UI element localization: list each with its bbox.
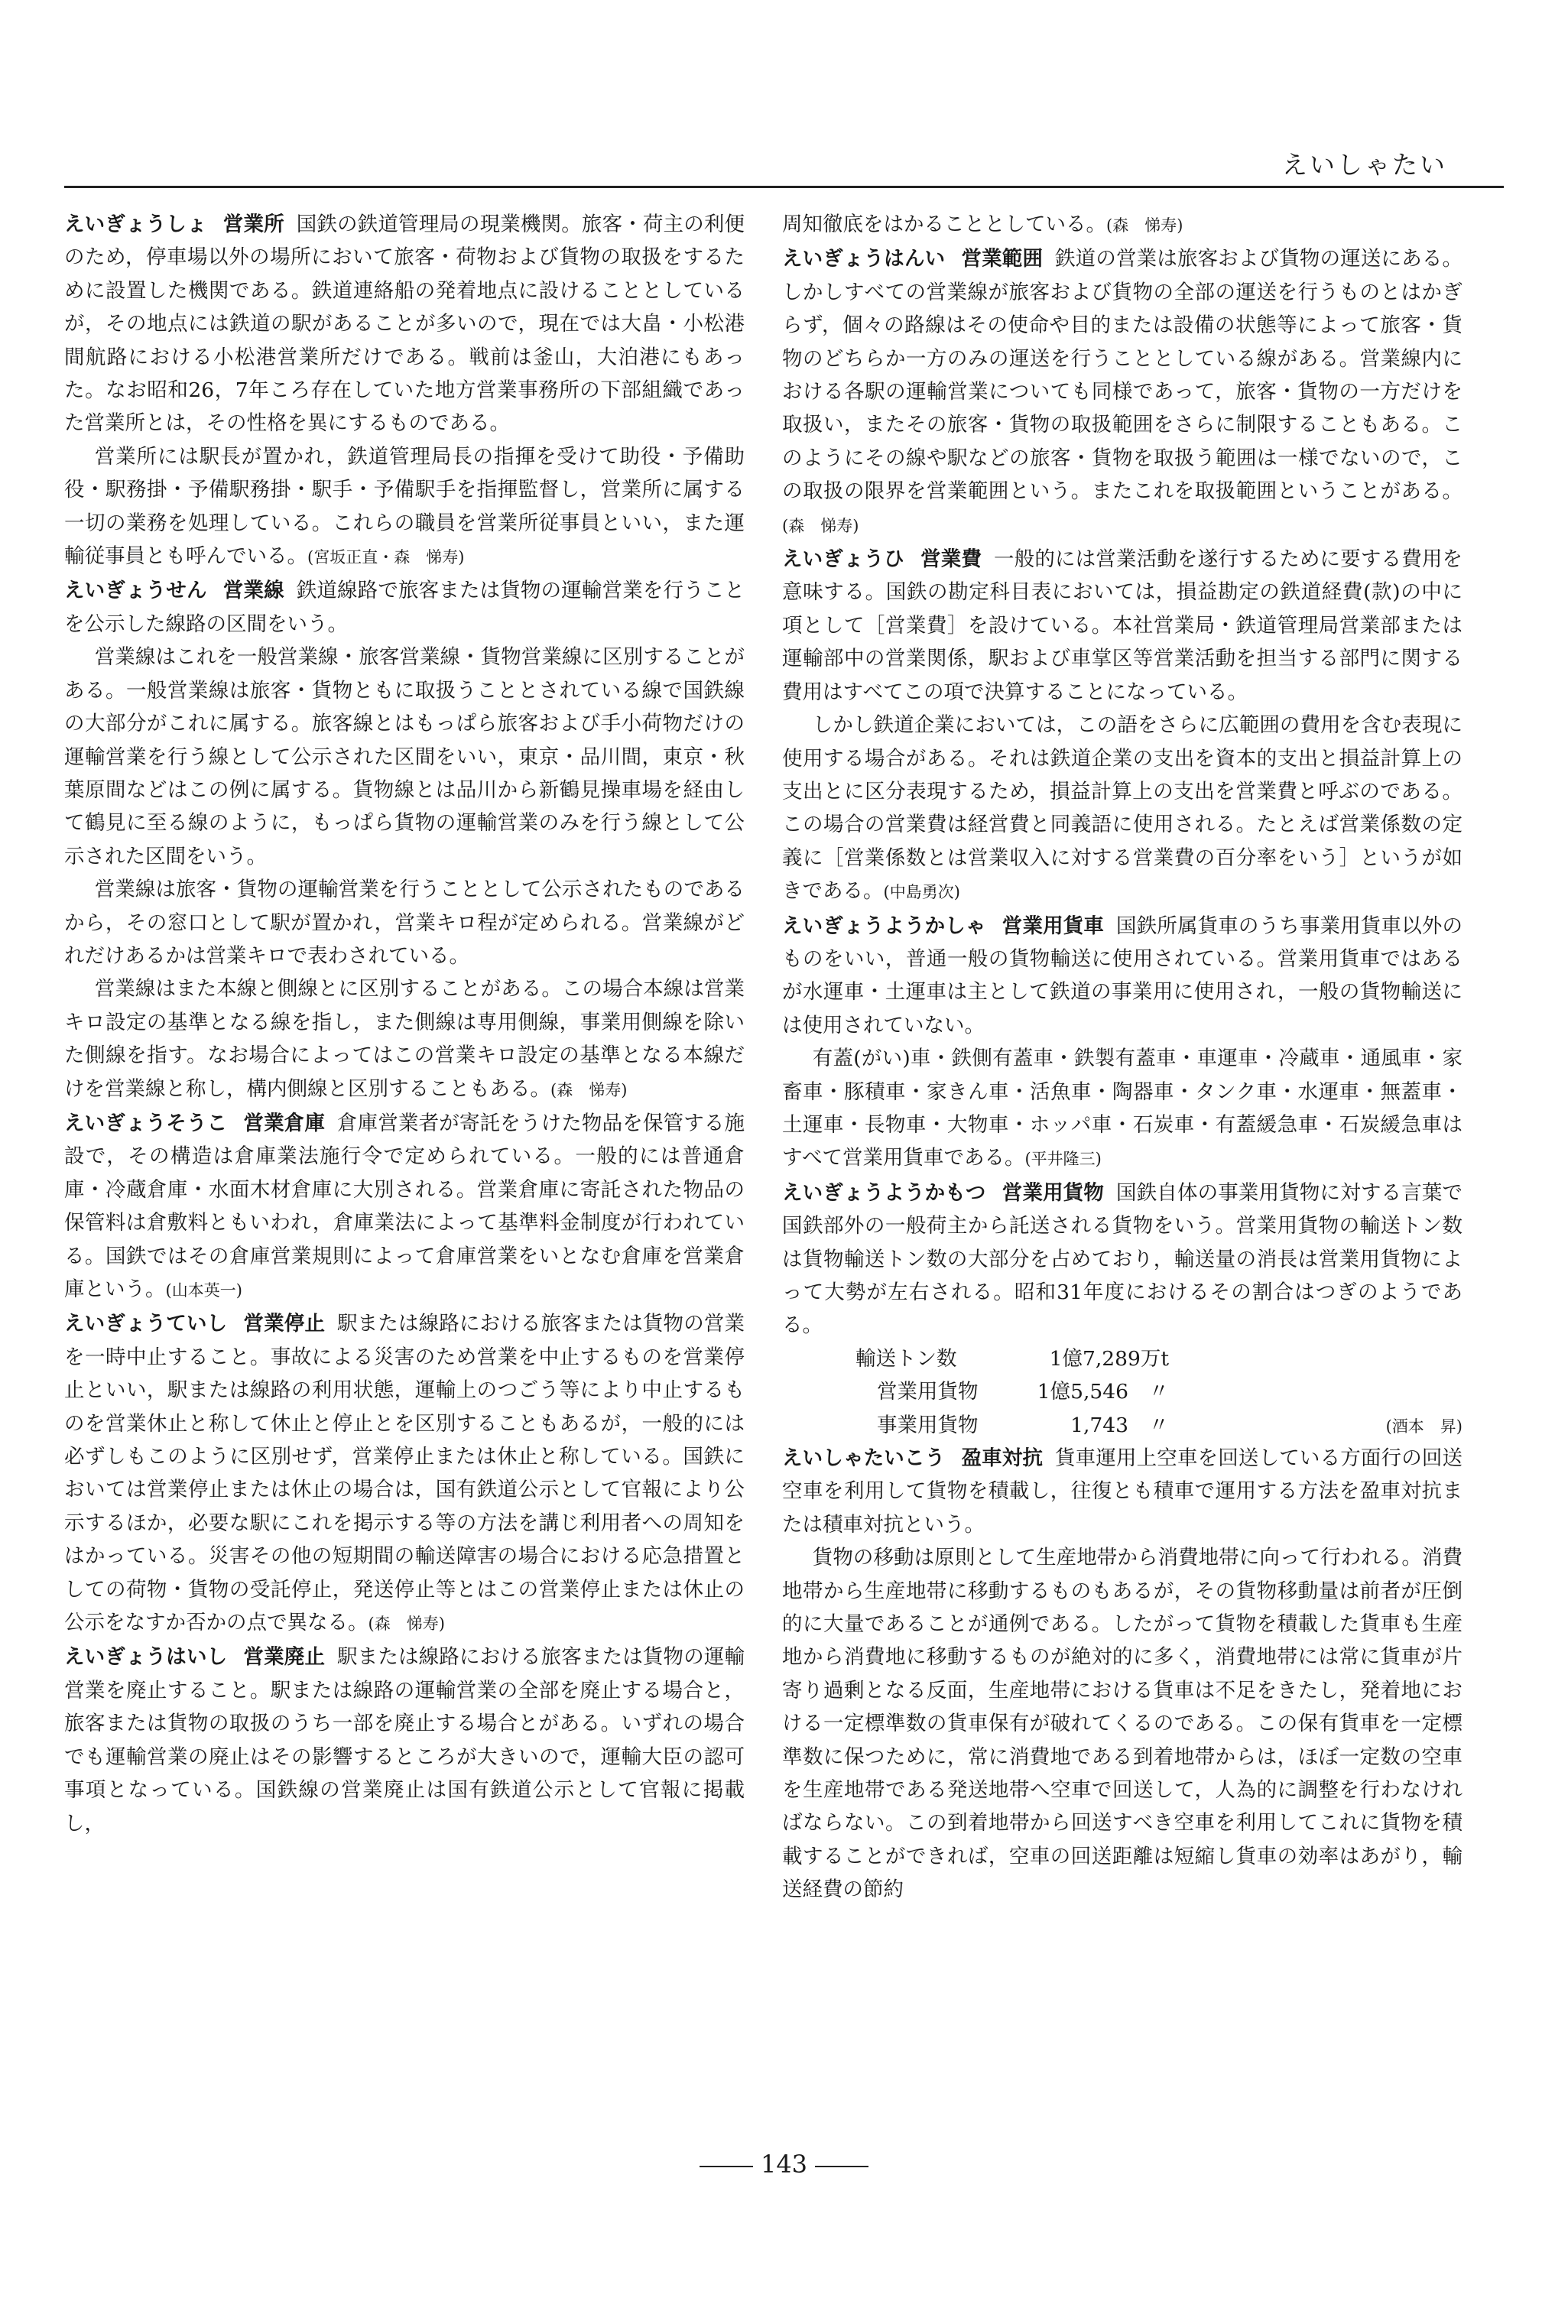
stats-row — [855, 1375, 1462, 1408]
dictionary-entry — [782, 208, 1462, 242]
entry-headword-kanji: 営業廃止 — [243, 1645, 326, 1670]
dictionary-entry — [782, 1177, 1462, 1442]
left-column — [64, 208, 745, 1840]
entry-author: (森 悌寿) — [1106, 216, 1183, 235]
entry-headword-kana: えいぎょうひ — [782, 547, 904, 572]
header-rule — [64, 186, 1504, 188]
entry-author: (宮坂正直・森 悌寿) — [307, 548, 465, 567]
entry-headword-kana: えいしゃたいこう — [782, 1446, 946, 1470]
entry-headword-kana: えいぎょうはいし — [64, 1645, 228, 1670]
entry-headword-kanji: 営業用貨車 — [1002, 914, 1105, 938]
entry-paragraph — [782, 543, 1462, 709]
entry-paragraph — [782, 1177, 1462, 1342]
entry-paragraph — [782, 1042, 1462, 1177]
dictionary-entry — [64, 574, 745, 1107]
entry-paragraph — [782, 1442, 1462, 1541]
entry-paragraph — [64, 574, 745, 641]
entry-headword-kanji: 営業停止 — [243, 1312, 326, 1336]
entry-author: (森 悌寿) — [782, 516, 859, 535]
entry-paragraph — [64, 641, 745, 873]
entry-headword-kana: えいぎょうようかしゃ — [782, 914, 986, 938]
page-number: 143 — [760, 2150, 808, 2179]
entry-headword-kanji: 営業費 — [920, 547, 982, 572]
entry-author: (山本英一) — [165, 1281, 242, 1300]
dictionary-entry — [64, 1641, 745, 1839]
entry-text: 営業線は旅客・貨物の運輸営業を行うこととして公示されたものであるから，その窓口として駅が置かれ，営業キロ程が定められる。営業線がどれだけあるかは営業キロで表わされている。 — [64, 878, 745, 968]
entry-headword-kanji: 営業倉庫 — [243, 1111, 326, 1135]
folio-dash-left — [700, 2166, 753, 2167]
entry-text: 周知徹底をはかることとしている。 — [782, 213, 1106, 236]
entry-paragraph — [64, 1641, 745, 1839]
entry-headword-kana: えいぎょうはんい — [782, 247, 946, 271]
entry-text: 貨車運用上空車を回送している方面行の回送空車を利用して貨物を積載し，往復とも積車で運用する方法を盈車対抗または積車対抗という。 — [782, 1446, 1463, 1537]
dictionary-entry — [782, 1442, 1462, 1907]
stats-row — [855, 1409, 1462, 1442]
stats-table — [855, 1342, 1462, 1442]
entry-text: 駅または線路における旅客または貨物の運輸営業を廃止すること。駅または線路の運輸営業の全部を廃止する場合と，旅客または貨物の取扱のうち一部を廃止する場合とがある。いずれの場合でも運輸営業の廃止はその影響するところが大きいので，運輸大臣の認可事項となっている。国鉄線の営業廃止は国有鉄道公示として官報に掲載し， — [64, 1645, 745, 1836]
entry-paragraph — [782, 910, 1462, 1043]
entry-text: 有蓋(がい)車・鉄側有蓋車・鉄製有蓋車・車運車・冷蔵車・通風車・家畜車・豚積車・家きん車・活魚車・陶器車・タンク車・水運車・無蓋車・土運車・長物車・大物車・ホッパ車・石炭車・有蓋緩急車・石炭緩急車はすべて営業用貨車である。 — [782, 1047, 1462, 1170]
dictionary-entry — [64, 1307, 745, 1641]
entry-author: (平井隆三) — [1024, 1150, 1102, 1169]
entry-headword-kana: えいぎょうていし — [64, 1312, 228, 1336]
running-header: えいしゃたい — [1282, 150, 1447, 180]
stats-label: 事業用貨物 — [877, 1413, 979, 1437]
entry-text: 貨物の移動は原則として生産地帯から消費地帯に向って行われる。消費地帯から生産地帯に移動するものもあるが，その貨物移動量は前者が圧倒的に大量であることが通例である。したがって貨物を積載した貨車も生産地から消費地に移動するものが絶対的に多く，消費地帯には常に貨車が片寄り過剰となる反面，生産地帯における貨車は不足をきたし，発着地における一定標準数の貨車保有が破れてくるのである。この保有貨車を一定標準数に保つために，常に消費地である到着地帯からは，ほぼ一定数の空車を生産地帯である発送地帯へ空車で回送して，人為的に調整を行わなければならない。この到着地帯から回送すべき空車を利用してこれに貨物を積載することができれば，空車の回送距離は短縮し貨車の効率はあがり，輸送経費の節約 — [782, 1546, 1462, 1902]
entry-text: 営業線はまた本線と側線とに区別することがある。この場合本線は営業キロ設定の基準となる線を指し，また側線は専用側線，事業用側線を除いた側線を指す。なお場合によってはこの営業キロ設定の基準となる本線だけを営業線と称し，構内側線と区別することもある。 — [64, 977, 745, 1101]
entry-paragraph — [64, 1307, 745, 1641]
stats-value: 1億7,289万t — [1049, 1346, 1169, 1371]
entry-text: 鉄道線路で旅客または貨物の運輸営業を行うことを公示した線路の区間をいう。 — [64, 579, 745, 636]
entry-headword-kana: えいぎょうしょ — [64, 213, 207, 236]
stats-value: 1億5,546 〃 — [1037, 1380, 1169, 1404]
entry-text: 一般的には営業活動を遂行するために要する費用を意味する。国鉄の勘定科目表においては，損益勘定の鉄道経費(款)の中に項として［営業費］を設けている。本社営業局・鉄道管理局営業部または運輸部中の営業関係，駅および車掌区等営業活動を担当する部門に関する費用はすべてこの項で決算することになっている。 — [782, 547, 1463, 704]
entry-headword-kana: えいぎょうそうこ — [64, 1111, 228, 1135]
entry-text: 営業所には駅長が置かれ，鉄道管理局長の指揮を受けて助役・予備助役・駅務掛・予備駅務掛・駅手・予備駅手を指揮監督し，営業所に属する一切の業務を処理している。これらの職員を営業所従事員といい，また運輸従事員とも呼んでいる。 — [64, 444, 745, 569]
entry-text: 国鉄自体の事業用貨物に対する言葉で国鉄部外の一般荷主から託送される貨物をいう。営業用貨物の輸送トン数は貨物輸送トン数の大部分を占めており，輸送量の消長は営業用貨物によって大勢が左右される。昭和31年度におけるその割合はつぎのようである。 — [782, 1180, 1463, 1338]
dictionary-entry — [782, 910, 1462, 1177]
dictionary-entry — [782, 543, 1462, 909]
entry-author: (酒本 昇) — [1385, 1417, 1462, 1436]
entry-paragraph — [782, 709, 1462, 909]
entry-author: (中島勇次) — [883, 883, 960, 902]
entry-headword-kana: えいぎょうせん — [64, 579, 207, 603]
entry-paragraph — [64, 1107, 745, 1307]
entry-headword-kanji: 盈車対抗 — [961, 1446, 1044, 1470]
entry-paragraph — [64, 972, 745, 1107]
entry-text: 営業線はこれを一般営業線・旅客営業線・貨物営業線に区別することがある。一般営業線は旅客・貨物ともに取扱うこととされている線で国鉄線の大部分がこれに属する。旅客線とはもっぱら旅客および手小荷物だけの運輸営業を行う線として公示された区間をいい，東京・品川間，東京・秋葉原間などはこの例に属する。貨物線とは品川から新鶴見操車場を経由して鶴見に至る線のように，もっぱら貨物の運輸営業のみを行う線として公示された区間をいう。 — [64, 645, 745, 868]
dictionary-entry — [782, 242, 1462, 543]
entry-headword-kanji: 営業線 — [222, 579, 284, 603]
stats-label: 輸送トン数 — [855, 1346, 957, 1371]
right-column — [782, 208, 1462, 1907]
entry-headword-kanji: 営業範囲 — [961, 247, 1044, 271]
entry-paragraph — [64, 208, 745, 440]
entry-text: しかし鉄道企業においては，この語をさらに広範囲の費用を含む表現に使用する場合がある。それは鉄道企業の支出を資本的支出と損益計算上の支出とに区分表現するため，損益計算上の支出を営業費と呼ぶのである。この場合の営業費は経営費と同義語に使用される。たとえば営業係数の定義に［営業係数とは営業収入に対する営業費の百分率をいう］というが如きである。 — [782, 713, 1462, 904]
entry-text: 駅または線路における旅客または貨物の営業を一時中止すること。事故による災害のため営業を中止するものを営業停止といい，駅または線路の利用状態，運輸上のつごう等により中止するものを営業休止と称して休止と停止とを区別することもあるが，一般的には必ずしもこのように区別せず，営業停止または休止と称している。国鉄においては営業停止または休止の場合は，国有鉄道公示として官報により公示するほか，必要な駅にこれを掲示する等の方法を講じ利用者への周知をはかっている。災害その他の短期間の輸送障害の場合における応急措置としての荷物・貨物の受託停止，発送停止等とはこの営業停止または休止の公示をなすか否かの点で異なる。 — [64, 1312, 745, 1635]
entry-text: 国鉄所属貨車のうち事業用貨車以外のものをいい，普通一般の貨物輸送に使用されている。営業用貨車ではあるが水運車・土運車は主として鉄道の事業用に使用され，一般の貨物輸送には使用されていない。 — [782, 914, 1463, 1037]
entry-paragraph — [64, 873, 745, 972]
stats-value: 1,743 〃 — [1070, 1413, 1169, 1437]
entry-headword-kanji: 営業用貨物 — [1002, 1180, 1105, 1205]
dictionary-entry — [64, 208, 745, 574]
entry-text: 鉄道の営業は旅客および貨物の運送にある。しかしすべての営業線が旅客および貨物の全部の運送を行うものとはかぎらず，個々の路線はその使命や目的または設備の状態等によって旅客・貨物のどちらか一方のみの運送を行うこととしている線がある。営業線内における各駅の運輸営業についても同様であって，旅客・貨物の一方だけを取扱い，またその旅客・貨物の取扱範囲をさらに制限することもある。このようにその線や駅などの旅客・貨物を取扱う範囲は一様でないので，この取扱の限界を営業範囲という。またこれを取扱範囲ということがある。 — [782, 247, 1463, 504]
entry-author: (森 悌寿) — [550, 1080, 628, 1099]
entry-headword-kanji: 営業所 — [222, 213, 284, 236]
entry-paragraph — [782, 1541, 1462, 1906]
entry-text: 国鉄の鉄道管理局の現業機関。旅客・荷主の利便のため，停車場以外の場所において旅客・荷物および貨物の取扱をするために設置した機関である。鉄道連絡船の発着地点に設けることとしているが，その地点には鉄道の駅があることが多いので，現在では大畠・小松港間航路における小松港営業所だけである。戦前は釜山，大泊港にもあった。なお昭和26，7年ころ存在していた地方営業事務所の下部組織であった営業所とは，その性格を異にするものである。 — [64, 213, 745, 436]
stats-label: 営業用貨物 — [877, 1380, 979, 1404]
entry-paragraph — [64, 440, 745, 575]
dictionary-entry — [64, 1107, 745, 1307]
entry-text: 倉庫営業者が寄託をうけた物品を保管する施設で，その構造は倉庫業法施行令で定められている。一般的には普通倉庫・冷蔵倉庫・水面木材倉庫に大別される。営業倉庫に寄託された物品の保管料は倉敷料ともいわれ，倉庫業法によって基準料金制度が行われている。国鉄ではその倉庫営業規則によって倉庫営業をいとなむ倉庫を営業倉庫という。 — [64, 1111, 745, 1301]
page-footer — [0, 2150, 1568, 2179]
folio-dash-right — [815, 2166, 868, 2167]
entry-author: (森 悌寿) — [368, 1615, 445, 1634]
entry-headword-kana: えいぎょうようかもつ — [782, 1180, 986, 1205]
entry-paragraph — [782, 208, 1462, 242]
stats-row — [855, 1342, 1462, 1375]
entry-paragraph — [782, 242, 1462, 543]
